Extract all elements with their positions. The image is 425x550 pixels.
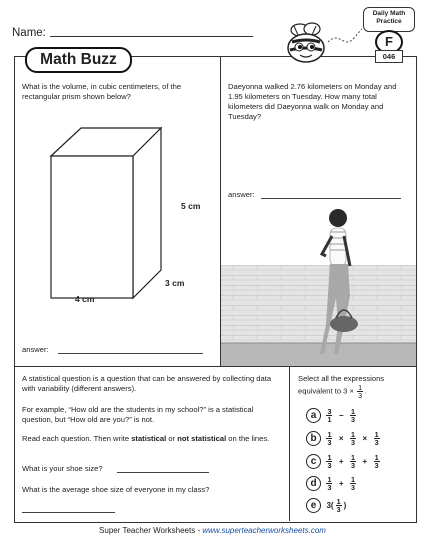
- width-label: 4 cm: [75, 294, 95, 304]
- q3-instruction: [22, 434, 284, 444]
- option-d-d1: 3: [327, 483, 332, 493]
- option-c-d1: 3: [327, 461, 332, 471]
- divider-horizontal: [14, 366, 417, 367]
- answer-line-2[interactable]: [261, 198, 401, 199]
- footer: [0, 526, 425, 535]
- q3-question-a: What is your shoe size?: [22, 464, 103, 473]
- option-b-d1: 3: [327, 438, 332, 448]
- name-line[interactable]: [50, 36, 253, 37]
- q4-prompt: Select all the expressions equivalent to 3 × $\frac{1}{3}$ .: [298, 374, 385, 400]
- option-c-frac-2: [350, 454, 356, 469]
- page-title: Math Buzz: [25, 47, 132, 73]
- option-b-n1: 1: [327, 430, 332, 440]
- option-c-d2: 3: [351, 461, 356, 471]
- option-c-d3: 3: [374, 461, 379, 471]
- option-e-n1: 1: [336, 497, 341, 507]
- option-e-d1: 3: [336, 505, 341, 515]
- option-e[interactable]: [306, 497, 416, 515]
- option-d-n1: 1: [327, 475, 332, 485]
- option-c-frac-1: [326, 454, 332, 469]
- option-b-frac-3: [374, 431, 380, 446]
- option-a-bubble[interactable]: a: [306, 408, 321, 423]
- answer-line-1[interactable]: [58, 353, 203, 354]
- option-b-op-2: ×: [362, 434, 368, 444]
- q3-instruction-mid: or: [166, 434, 178, 443]
- worksheet-number: 046: [375, 50, 403, 63]
- answer-label-1: answer:: [22, 345, 49, 354]
- q3-instruction-prefix: Read each question. Then write: [22, 434, 132, 443]
- option-c[interactable]: [306, 453, 416, 471]
- option-e-bubble[interactable]: e: [306, 498, 321, 513]
- depth-label: 3 cm: [165, 278, 185, 288]
- option-d-frac-1: [326, 476, 332, 491]
- option-c-n2: 1: [351, 453, 356, 463]
- option-c-op-1: +: [338, 457, 344, 467]
- option-b-n2: 1: [351, 430, 356, 440]
- option-b-d2: 3: [351, 438, 356, 448]
- q3-answer-line-b[interactable]: [22, 512, 115, 513]
- name-label: Name:: [12, 27, 46, 39]
- height-label: 5 cm: [181, 201, 201, 211]
- option-a[interactable]: [306, 407, 416, 425]
- option-b-frac-2: [350, 431, 356, 446]
- option-c-bubble[interactable]: c: [306, 454, 321, 469]
- option-a-d1: 1: [327, 415, 332, 425]
- footer-site: Super Teacher Worksheets -: [99, 526, 203, 535]
- option-a-d2: 3: [351, 415, 356, 425]
- option-d-d2: 3: [351, 483, 356, 493]
- q3-instruction-suffix: on the lines.: [226, 434, 270, 443]
- level-badge: F: [375, 30, 403, 54]
- option-d-op: +: [338, 479, 344, 489]
- q3-question-b: What is the average shoe size of everyone in my class?: [22, 485, 210, 494]
- q4-prompt-text: Select all the expressions equivalent to 3 ×: [298, 374, 385, 396]
- option-b[interactable]: [306, 430, 416, 448]
- q3-answer-line-a[interactable]: [117, 472, 209, 473]
- option-d-bubble[interactable]: d: [306, 476, 321, 491]
- q4-prompt-frac-num: 1: [358, 383, 363, 392]
- question-1-text: What is the volume, in cubic centimeters, of the rectangular prism shown below?: [22, 82, 182, 101]
- option-d[interactable]: [306, 475, 416, 493]
- option-d-frac-2: [350, 476, 356, 491]
- walking-woman-figure: [310, 206, 370, 366]
- option-b-d3: 3: [374, 438, 379, 448]
- badge-line2: Practice: [376, 18, 402, 25]
- q4-prompt-fraction: [357, 384, 363, 399]
- divider-vertical-bottom: [289, 366, 290, 521]
- badge-line1: Daily Math: [372, 10, 406, 17]
- q3-instruction-bold-not-statistical: not statistical: [177, 434, 227, 443]
- daily-math-badge: [363, 7, 415, 32]
- option-b-op-1: ×: [338, 434, 344, 444]
- option-c-op-2: +: [362, 457, 368, 467]
- q3-intro: A statistical question is a question that can be answered by collecting data with variability (different answers).: [22, 374, 272, 393]
- option-a-n1: 3: [327, 407, 332, 417]
- option-c-n3: 1: [374, 453, 379, 463]
- option-c-frac-3: [374, 454, 380, 469]
- q3-example: For example, “How old are the students in my school?” is a statistical question, but “How old are you?” is not.: [22, 405, 254, 424]
- option-a-n2: 1: [351, 407, 356, 417]
- q3-instruction-bold-statistical: statistical: [131, 434, 167, 443]
- footer-url[interactable]: www.superteacherworksheets.com: [202, 526, 326, 535]
- option-e-frac: [336, 498, 342, 513]
- option-b-bubble[interactable]: b: [306, 431, 321, 446]
- option-b-frac-1: [326, 431, 332, 446]
- answer-label-2: answer:: [228, 190, 255, 199]
- option-a-frac-1: [326, 408, 332, 423]
- option-a-frac-2: [350, 408, 356, 423]
- option-b-n3: 1: [374, 430, 379, 440]
- prism-figure: [35, 120, 215, 305]
- option-e-close: ): [343, 501, 347, 511]
- option-d-n2: 1: [351, 475, 356, 485]
- q4-prompt-frac-den: 3: [358, 391, 363, 400]
- bee-icon: [282, 20, 362, 70]
- option-c-n1: 1: [327, 453, 332, 463]
- question-2-text: Daeyonna walked 2.76 kilometers on Monday and 1.95 kilometers on Tuesday. How many total kilometers did Daeyonna walk on Monday and Tuesday?: [228, 82, 397, 121]
- option-e-whole: 3(: [326, 501, 334, 511]
- option-a-op: −: [338, 411, 344, 421]
